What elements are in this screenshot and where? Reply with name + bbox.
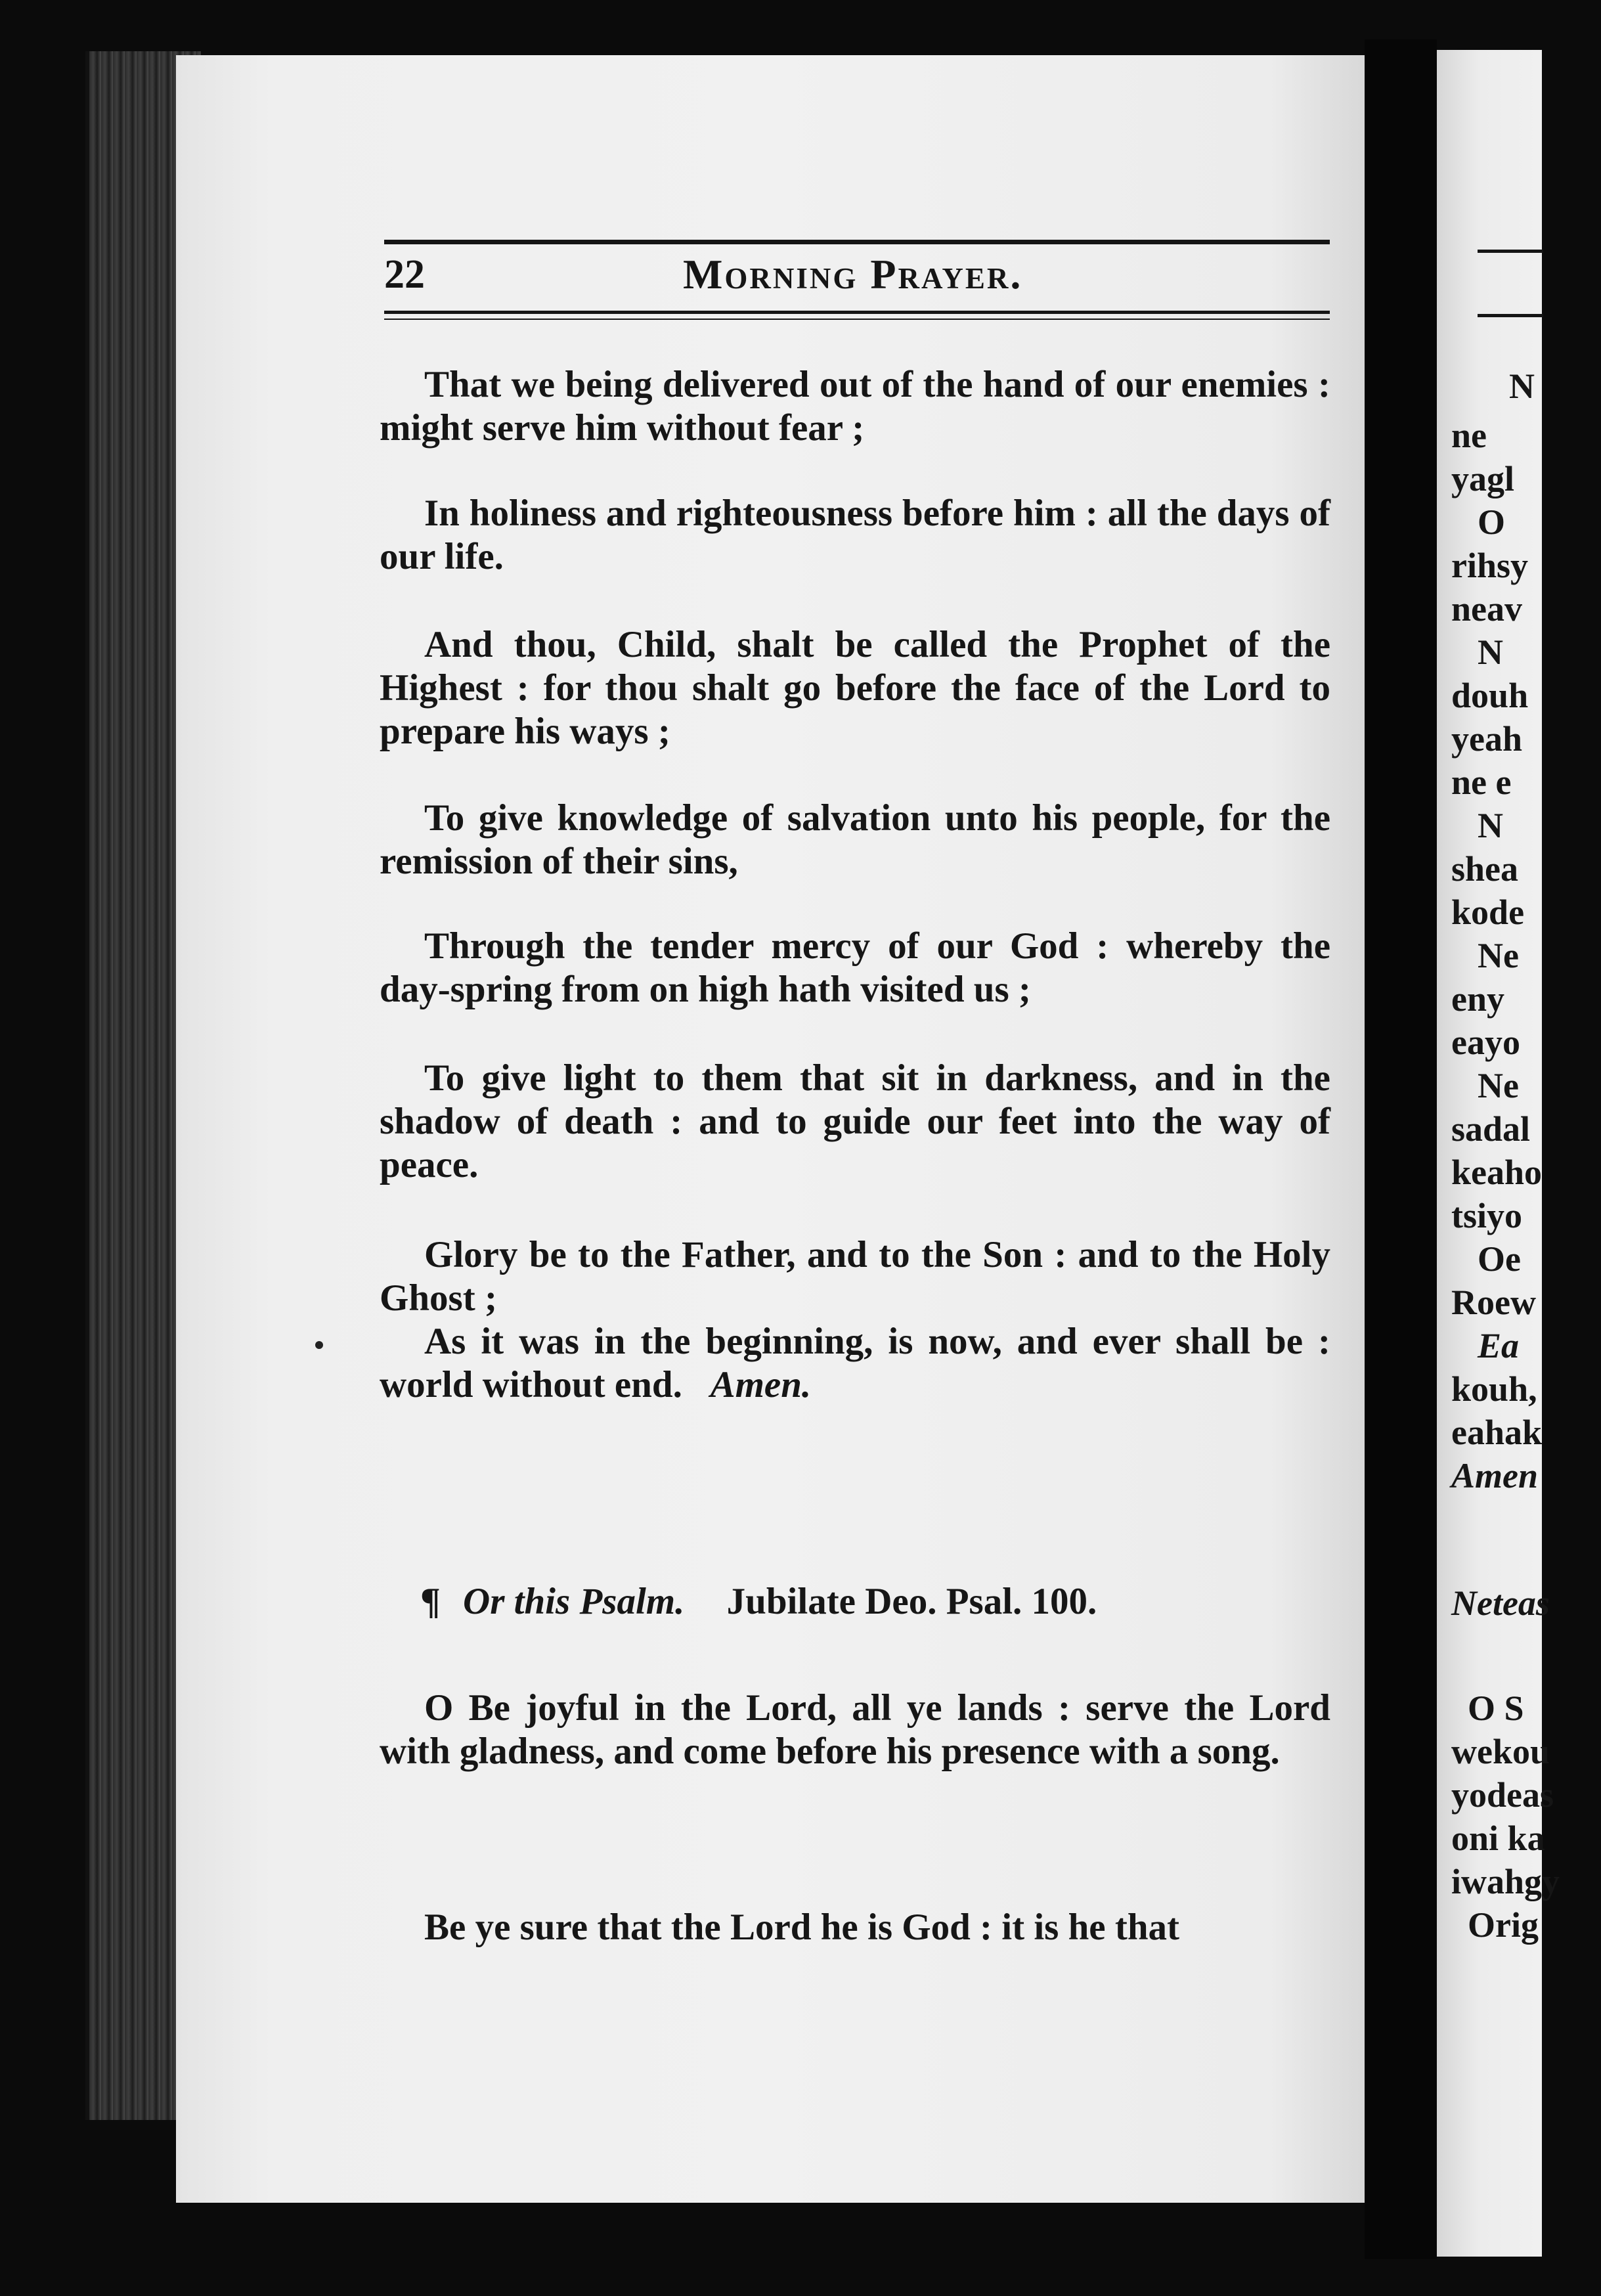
pilcrow: ¶ — [420, 1581, 441, 1622]
right-line: yeah — [1451, 719, 1522, 759]
right-line: Neteas — [1451, 1583, 1550, 1623]
right-line: O S — [1468, 1689, 1524, 1728]
right-line: sadal — [1451, 1109, 1531, 1149]
right-line: kode — [1451, 893, 1525, 932]
right-line: shea — [1451, 849, 1519, 889]
right-line: eayo — [1451, 1023, 1520, 1062]
page-number: 22 — [384, 252, 425, 297]
psalm-verse-2: Be ye sure that the Lord he is God : it is he that — [424, 1907, 1180, 1948]
head-rule-bottom — [384, 311, 1330, 314]
right-line: O — [1478, 502, 1506, 542]
rubric: Or this Psalm. — [463, 1581, 685, 1622]
running-head — [384, 242, 1330, 307]
right-line: yodeas — [1451, 1775, 1554, 1815]
verse-1: That we being delivered out of the hand of our enemies : might serve him without fear ; — [380, 364, 1330, 449]
verse-5: Through the tender mercy of our God : whereby the day-spring from on high hath visited us ; — [380, 925, 1330, 1010]
right-line: eahak — [1451, 1413, 1543, 1452]
right-line: oni ka — [1451, 1819, 1545, 1858]
right-line: ne — [1451, 416, 1487, 455]
right-line: Ea — [1478, 1326, 1520, 1365]
book-gutter — [1365, 39, 1437, 2259]
running-head-title: Morning Prayer. — [683, 251, 1023, 298]
right-line: douh — [1451, 676, 1529, 715]
psalm-heading — [420, 1579, 1274, 1625]
right-line: ne e — [1451, 762, 1512, 802]
verse-3: And thou, Child, shalt be called the Prophet of the Highest : for thou shalt go before the face of the Lord to prepare his ways ; — [380, 624, 1330, 752]
right-line: yagl — [1451, 459, 1515, 498]
right-line: iwahgy — [1451, 1862, 1560, 1901]
right-line: wekou — [1451, 1732, 1550, 1771]
psalm-title: Jubilate Deo. Psal. 100. — [726, 1581, 1097, 1622]
right-line: rihsy — [1451, 546, 1529, 585]
right-line: Roew — [1451, 1283, 1536, 1322]
margin-mark — [315, 1341, 323, 1349]
right-line: neav — [1451, 589, 1522, 629]
right-line: N — [1478, 632, 1503, 672]
verse-2: In holiness and righteousness before him : all the days of our life. — [380, 493, 1330, 577]
sicut-erat: As it was in the beginning, is now, and ever shall be : world without end. Amen. — [380, 1321, 1330, 1405]
right-line: Amen — [1451, 1456, 1539, 1495]
verse-4: To give knowledge of salvation unto his people, for the remission of their sins, — [380, 797, 1330, 882]
right-line: N — [1509, 366, 1535, 406]
right-line: Oe — [1478, 1239, 1521, 1279]
verse-6: To give light to them that sit in darkness, and in the shadow of death : and to guide our feet into the way of peace. — [380, 1057, 1330, 1185]
head-rule-bottom-thin — [384, 319, 1330, 320]
right-line: eny — [1451, 979, 1504, 1019]
right-head-rule-top — [1478, 250, 1543, 253]
psalm-verse-1: O Be joyful in the Lord, all ye lands : serve the Lord with gladness, and come before his presence with a song. — [380, 1687, 1330, 1772]
amen: Amen. — [710, 1364, 812, 1405]
gloria-patri: Glory be to the Father, and to the Son : and to the Holy Ghost ; — [380, 1234, 1330, 1319]
right-line: keaho — [1451, 1153, 1543, 1192]
right-line: Ne — [1478, 1066, 1519, 1105]
right-head-rule-bottom — [1478, 314, 1543, 317]
right-line: Orig — [1468, 1905, 1539, 1945]
right-line: N — [1478, 806, 1503, 845]
right-line: Ne — [1478, 936, 1519, 975]
right-line: tsiyo — [1451, 1196, 1522, 1235]
right-line: kouh, — [1451, 1369, 1537, 1409]
